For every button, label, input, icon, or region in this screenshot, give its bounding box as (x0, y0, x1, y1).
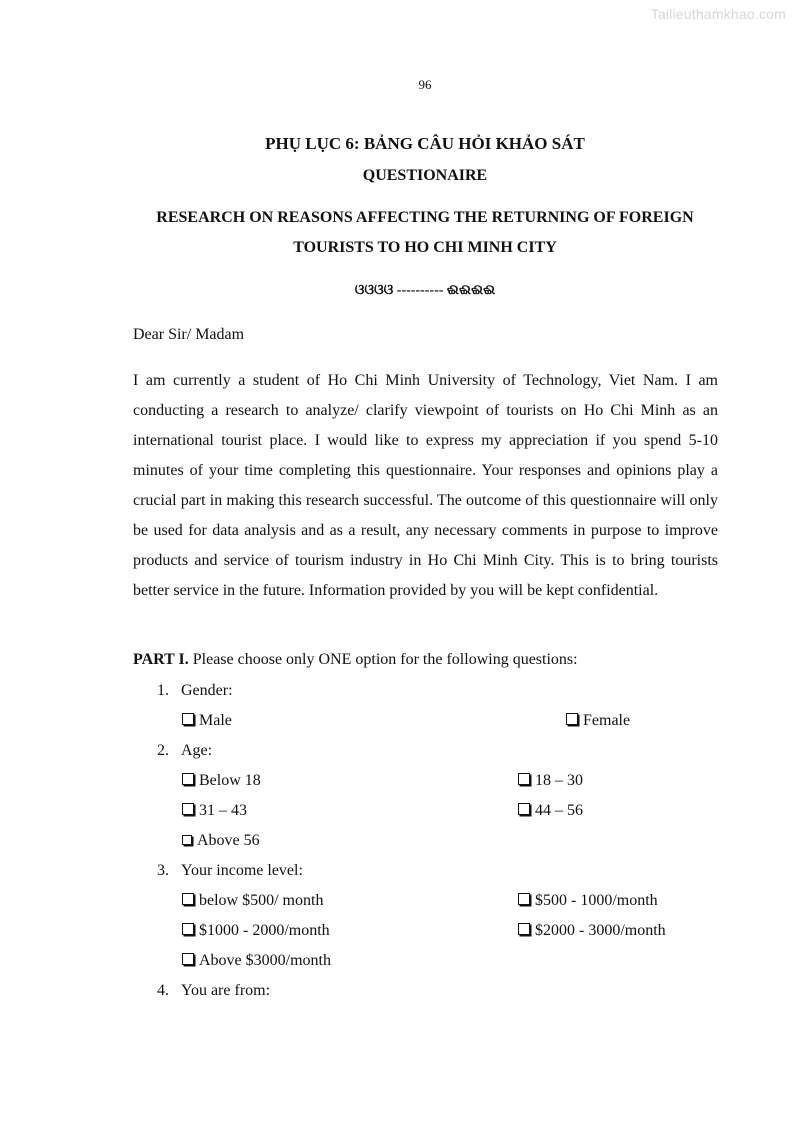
option-label: $2000 - 3000/month (535, 922, 666, 939)
option-female[interactable] (566, 710, 630, 732)
option-below-500[interactable] (182, 890, 323, 912)
intro-text: I am currently a student of Ho Chi Minh University of Technology, Viet Nam. I am conducting a research to analyze/ clarify viewpoint of tourists on Ho Chi Minh as an international tourist place. I would like to express my appreciation if you spend 5-10 minutes of your time completing this questionnaire. Your responses and opinions play a crucial part in making this research successful. The outcome of this questionnaire will only be used for data analysis and as a result, any necessary comments in purpose to improve products and service of tourism industry in Ho Chi Minh City. This is to bring tourists better service in the future. Information provided by you will be kept confidential. (133, 372, 718, 599)
question-number: 1. (157, 682, 169, 699)
appendix-title: PHỤ LỤC 6: BẢNG CÂU HỎI KHẢO SÁT (265, 134, 585, 153)
option-above-56[interactable] (182, 830, 260, 852)
option-label: Below 18 (199, 772, 261, 789)
checkbox-icon[interactable] (566, 713, 578, 725)
option-label: 18 – 30 (535, 772, 583, 789)
salutation: Dear Sir/ Madam (133, 326, 245, 343)
question-text: Gender: (181, 682, 233, 699)
research-title-line-2: TOURISTS TO HO CHI MINH CITY (293, 239, 557, 256)
option-above-3000[interactable] (182, 950, 331, 972)
page-number: 96 (418, 77, 432, 92)
question-number: 3. (157, 862, 169, 879)
option-label: Above $3000/month (199, 952, 331, 969)
part-1-instruction: Please choose only ONE option for the following questions: (192, 651, 578, 668)
part-1-label: PART I. (133, 651, 189, 668)
question-number: 2. (157, 742, 169, 759)
watermark: Tailieuthamkhao.com (650, 6, 786, 22)
option-male[interactable] (182, 710, 232, 732)
option-label: 31 – 43 (199, 802, 247, 819)
part-1-heading (133, 651, 578, 669)
option-label: $1000 - 2000/month (199, 922, 330, 939)
option-below-18[interactable] (182, 770, 261, 792)
checkbox-icon[interactable] (182, 923, 194, 935)
intro-paragraph (133, 366, 718, 606)
option-label: Above 56 (197, 832, 260, 849)
question-text: Your income level: (181, 862, 303, 879)
option-31-43[interactable] (182, 800, 247, 822)
checkbox-icon[interactable] (182, 713, 194, 725)
question-number: 4. (157, 982, 169, 999)
option-1000-2000[interactable] (182, 920, 330, 942)
option-44-56[interactable] (518, 800, 583, 822)
checkbox-icon[interactable] (518, 803, 530, 815)
checkbox-icon[interactable] (518, 893, 530, 905)
option-18-30[interactable] (518, 770, 583, 792)
checkbox-icon[interactable] (182, 953, 194, 965)
checkbox-icon[interactable] (518, 923, 530, 935)
checkbox-icon[interactable] (182, 773, 194, 785)
checkbox-icon[interactable] (182, 835, 192, 845)
checkbox-icon[interactable] (182, 893, 194, 905)
checkbox-icon[interactable] (182, 803, 194, 815)
question-text: You are from: (181, 982, 271, 999)
option-500-1000[interactable] (518, 890, 658, 912)
option-label: 44 – 56 (535, 802, 583, 819)
ornament-divider: ଓଓଓଓ ---------- ଈଈଈଈ (354, 283, 496, 298)
option-label: Female (583, 712, 631, 729)
questionnaire-title: QUESTIONAIRE (362, 167, 488, 184)
checkbox-icon[interactable] (518, 773, 530, 785)
research-title-line-1: RESEARCH ON REASONS AFFECTING THE RETURNING OF FOREIGN (156, 209, 694, 226)
option-label: Male (199, 712, 232, 729)
option-2000-3000[interactable] (518, 920, 666, 942)
option-label: below $500/ month (199, 892, 324, 909)
option-label: $500 - 1000/month (535, 892, 658, 909)
question-text: Age: (181, 742, 213, 759)
